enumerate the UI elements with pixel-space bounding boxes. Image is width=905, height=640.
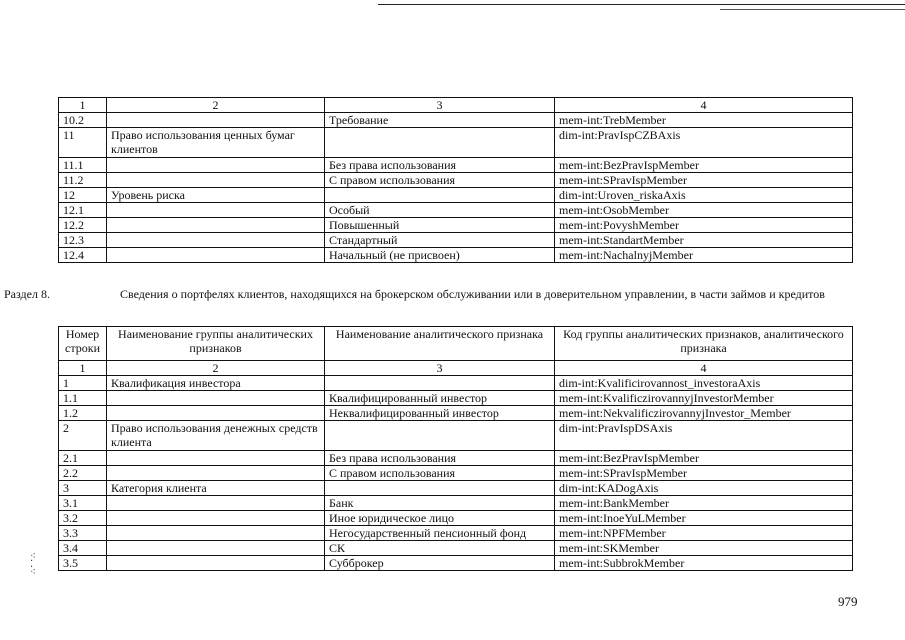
group-name: Право использования ценных бумаг клиентов xyxy=(107,128,325,158)
column-number: 4 xyxy=(555,361,853,376)
attribute-name xyxy=(325,376,555,391)
code: dim-int:KADogAxis xyxy=(555,481,853,496)
group-name xyxy=(107,248,325,263)
header-attribute-name: Наименование аналитического признака xyxy=(325,327,555,361)
attribute-name xyxy=(325,128,555,158)
code: mem-int:SKMember xyxy=(555,541,853,556)
table-row xyxy=(59,541,853,556)
section-heading xyxy=(4,287,862,302)
table-row xyxy=(59,376,853,391)
header-code: Код группы аналитических признаков, аналитического признака xyxy=(555,327,853,361)
row-number: 11 xyxy=(59,128,107,158)
table-row xyxy=(59,188,853,203)
top-rule-short xyxy=(720,9,905,10)
row-number: 3.2 xyxy=(59,511,107,526)
column-number-row xyxy=(59,361,853,376)
code: mem-int:SPravIspMember xyxy=(555,173,853,188)
code: mem-int:BezPravIspMember xyxy=(555,451,853,466)
section-title: Сведения о портфелях клиентов, находящихся на брокерском обслуживании или в доверительном управлении, в части займов и кредитов xyxy=(120,287,825,301)
table-row xyxy=(59,421,853,451)
attribute-name: Начальный (не присвоен) xyxy=(325,248,555,263)
code: mem-int:InoeYuLMember xyxy=(555,511,853,526)
group-name xyxy=(107,173,325,188)
code: dim-int:Kvalifi​cirovannost_investoraAxis xyxy=(555,376,853,391)
group-name xyxy=(107,391,325,406)
column-number: 4 xyxy=(555,98,853,113)
attribute-name: Стандартный xyxy=(325,233,555,248)
section-8-table xyxy=(58,326,853,571)
code: mem-int:StandartMember xyxy=(555,233,853,248)
table-row xyxy=(59,526,853,541)
row-number: 3.5 xyxy=(59,556,107,571)
group-name xyxy=(107,466,325,481)
table-row xyxy=(59,233,853,248)
column-number: 1 xyxy=(59,361,107,376)
row-number: 2.2 xyxy=(59,466,107,481)
group-name xyxy=(107,233,325,248)
code: dim-int:PravIspDSAxis xyxy=(555,421,853,451)
group-name: Категория клиента xyxy=(107,481,325,496)
code: mem-int:BankMember xyxy=(555,496,853,511)
column-number: 2 xyxy=(107,98,325,113)
code: mem-int:NekvalificzirovannyjInvestor_Member xyxy=(555,406,853,421)
row-number: 2.1 xyxy=(59,451,107,466)
attribute-name: Иное юридическое лицо xyxy=(325,511,555,526)
group-name: Уровень риска xyxy=(107,188,325,203)
group-name xyxy=(107,406,325,421)
row-number: 3.3 xyxy=(59,526,107,541)
group-name xyxy=(107,113,325,128)
attribute-name xyxy=(325,188,555,203)
table-row xyxy=(59,466,853,481)
attribute-name: Квалифицированный инвестор xyxy=(325,391,555,406)
row-number: 3.4 xyxy=(59,541,107,556)
row-number: 11.2 xyxy=(59,173,107,188)
group-name xyxy=(107,158,325,173)
attribute-name: СК xyxy=(325,541,555,556)
row-number: 3 xyxy=(59,481,107,496)
group-name xyxy=(107,496,325,511)
attribute-name: Неквалифицированный инвестор xyxy=(325,406,555,421)
table-row xyxy=(59,173,853,188)
row-number: 11.1 xyxy=(59,158,107,173)
row-number: 3.1 xyxy=(59,496,107,511)
code: dim-int:Uroven_riskaAxis xyxy=(555,188,853,203)
row-number: 1.1 xyxy=(59,391,107,406)
row-number: 12.3 xyxy=(59,233,107,248)
group-name xyxy=(107,218,325,233)
code: mem-int:TrebMember xyxy=(555,113,853,128)
code: mem-int:PovyshMember xyxy=(555,218,853,233)
group-name xyxy=(107,203,325,218)
row-number: 2 xyxy=(59,421,107,451)
code: dim-int:PravIspCZBAxis xyxy=(555,128,853,158)
code: mem-int:BezPravIspMember xyxy=(555,158,853,173)
group-name: Квалификация инвестора xyxy=(107,376,325,391)
row-number: 12.4 xyxy=(59,248,107,263)
table-row xyxy=(59,496,853,511)
row-number: 12 xyxy=(59,188,107,203)
code: mem-int:OsobMember xyxy=(555,203,853,218)
row-number: 1.2 xyxy=(59,406,107,421)
table-row xyxy=(59,158,853,173)
row-number: 12.1 xyxy=(59,203,107,218)
table-row xyxy=(59,406,853,421)
table-row xyxy=(59,203,853,218)
column-number: 1 xyxy=(59,98,107,113)
row-number: 1 xyxy=(59,376,107,391)
attribute-name: С правом использования xyxy=(325,466,555,481)
attribute-name: Без права использования xyxy=(325,158,555,173)
header-group-name: Наименование группы аналитических признаков xyxy=(107,327,325,361)
page-number: 979 xyxy=(838,594,858,609)
table-row xyxy=(59,391,853,406)
top-rule xyxy=(378,4,905,5)
binding-hole-marks: ⁖ ⁚ ⁖ xyxy=(30,551,36,578)
group-name: Право использования денежных средств клиента xyxy=(107,421,325,451)
attribute-name: С правом использования xyxy=(325,173,555,188)
code: mem-int:KvalificzirovannyjInvestorMember xyxy=(555,391,853,406)
group-name xyxy=(107,556,325,571)
table-row xyxy=(59,451,853,466)
attribute-name: Субброкер xyxy=(325,556,555,571)
table-row xyxy=(59,113,853,128)
table-row xyxy=(59,218,853,233)
code: mem-int:NachalnyjMember xyxy=(555,248,853,263)
attribute-name: Повышенный xyxy=(325,218,555,233)
table-row xyxy=(59,248,853,263)
code: mem-int:SPravIspMember xyxy=(555,466,853,481)
column-number: 3 xyxy=(325,361,555,376)
table-row xyxy=(59,511,853,526)
column-number: 3 xyxy=(325,98,555,113)
section-number: Раздел 8. xyxy=(4,287,50,301)
attribute-name xyxy=(325,421,555,451)
table-row xyxy=(59,556,853,571)
column-number-row xyxy=(59,98,853,113)
group-name xyxy=(107,541,325,556)
table-row xyxy=(59,128,853,158)
group-name xyxy=(107,511,325,526)
attribute-name: Негосударственный пенсионный фонд xyxy=(325,526,555,541)
row-number: 12.2 xyxy=(59,218,107,233)
code: mem-int:NPFMember xyxy=(555,526,853,541)
table-row xyxy=(59,481,853,496)
header-row xyxy=(59,327,853,361)
continuation-table xyxy=(58,97,853,263)
attribute-name: Банк xyxy=(325,496,555,511)
header-row-number: Номер строки xyxy=(59,327,107,361)
attribute-name: Без права использования xyxy=(325,451,555,466)
group-name xyxy=(107,526,325,541)
attribute-name: Особый xyxy=(325,203,555,218)
group-name xyxy=(107,451,325,466)
attribute-name xyxy=(325,481,555,496)
row-number: 10.2 xyxy=(59,113,107,128)
attribute-name: Требование xyxy=(325,113,555,128)
code: mem-int:SubbrokMember xyxy=(555,556,853,571)
column-number: 2 xyxy=(107,361,325,376)
